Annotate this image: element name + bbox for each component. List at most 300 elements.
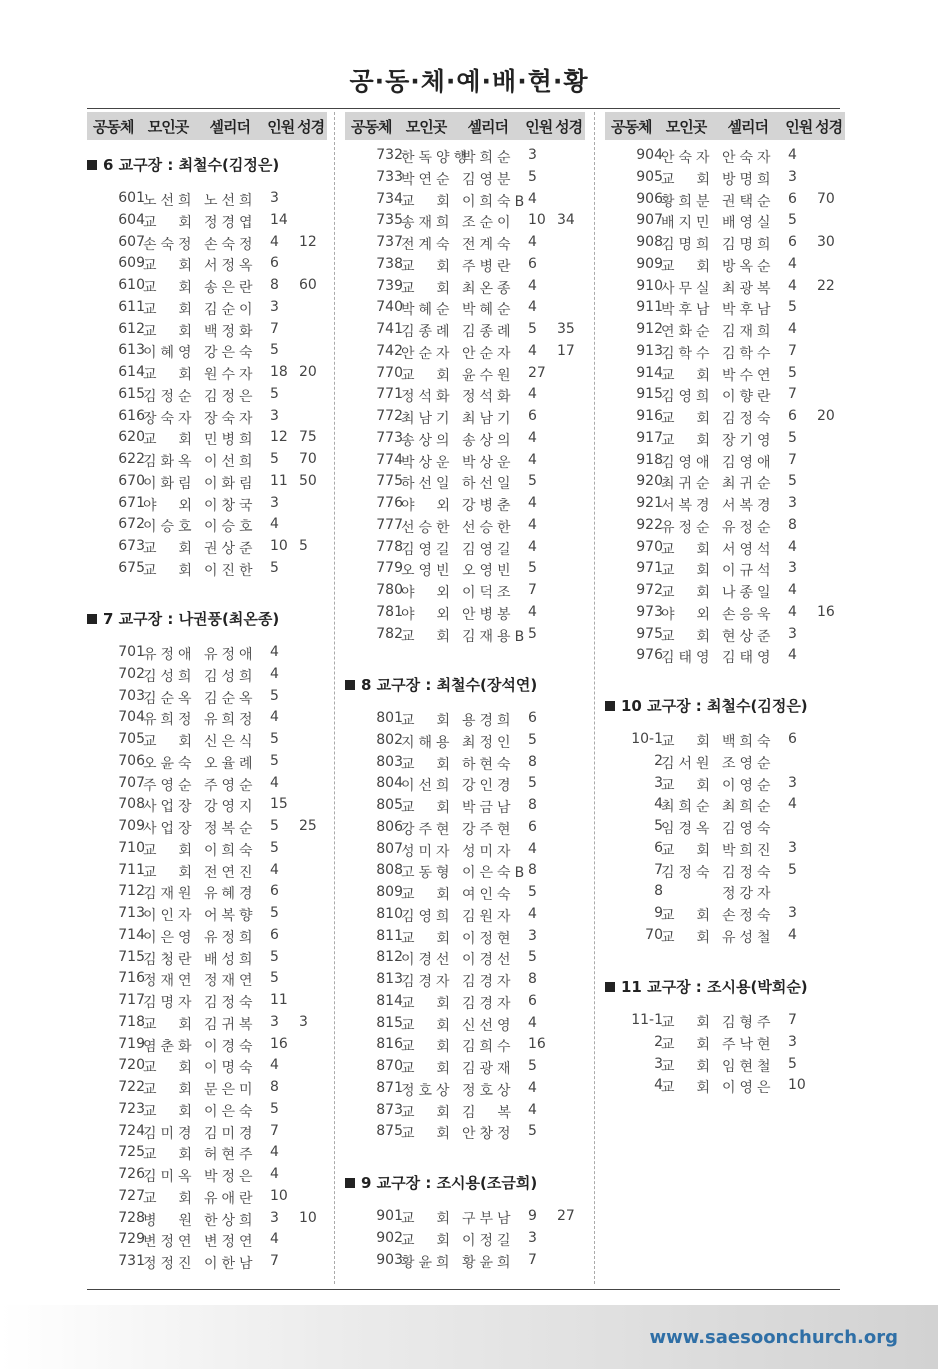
table-row [87,1186,337,1208]
cell-count: 4 [528,905,537,922]
cell-count: 5 [270,687,279,704]
cell-count: 5 [270,559,279,576]
cell-leader: 이영순 [722,777,775,794]
cell-place: 야 외 [401,498,455,514]
cell-leader: 김정숙 [722,411,775,427]
cell-leader: 안순자 [462,345,515,362]
square-bullet-icon [345,680,355,690]
column-header [605,112,845,140]
cell-count: 10 [270,1187,288,1204]
cell-bible: 50 [299,472,317,489]
square-bullet-icon [605,982,615,992]
table-row [87,751,337,773]
cell-id: 729 [118,1231,145,1248]
table-row [605,1054,855,1076]
cell-place: 교 회 [661,628,715,645]
table-row [345,860,595,882]
section-title-text: 6 교구장 : 최철수(김정은) [103,156,280,174]
cell-place: 이승호 [143,519,196,536]
table-row [605,881,855,903]
website-url[interactable]: www.saesoonchurch.org [649,1327,898,1348]
cell-count: 5 [788,364,797,381]
cell-id: 720 [118,1057,145,1074]
table-row [345,708,595,730]
cell-leader: 선승한 [462,519,515,536]
table-row [605,471,855,493]
cell-leader: 유정애 [204,647,257,663]
cell-leader: 김원자 [462,908,515,925]
table-row [345,537,595,559]
cell-place: 교 회 [401,1126,455,1143]
cell-id: 609 [118,255,145,272]
cell-place: 교 회 [401,258,455,275]
cell-count: 16 [528,1036,546,1053]
section-title [87,608,337,630]
cell-leader: 김순옥 [204,690,257,707]
cell-place: 교 회 [401,193,455,210]
cell-id: 780 [376,582,403,598]
cell-id: 801 [376,710,403,726]
cell-count: 4 [270,1231,279,1248]
cell-place: 교 회 [401,713,455,729]
table-row [87,664,337,686]
cell-place: 이혜영 [143,345,196,362]
cell-place: 교 회 [661,777,715,794]
cell-leader: 이진한 [204,562,257,579]
column-1 [87,112,327,1272]
cell-count: 3 [788,560,797,577]
cell-id: 620 [118,429,145,446]
cell-place: 김명자 [143,995,196,1011]
table-row [345,167,595,189]
cell-place: 이선희 [401,778,454,795]
cell-place: 김영애 [661,454,714,471]
cell-id: 731 [118,1253,145,1269]
cell-leader: 송상의 [462,432,515,449]
cell-leader: 박후남 [722,302,775,319]
header-place: 모인곳 [665,117,707,136]
cell-id: 703 [118,687,145,704]
cell-place: 교 회 [401,930,455,947]
table-row [87,881,337,903]
cell-leader: 용경희 [462,713,515,729]
table-row [605,297,855,319]
cell-id: 3 [654,774,663,791]
cell-place: 교 회 [661,367,715,384]
table-row [87,514,337,536]
cell-id: 7 [654,861,663,878]
cell-leader: 김희수 [462,1039,515,1056]
cell-leader: 어복향 [204,908,257,924]
cell-place: 황윤희 [401,1254,454,1271]
cell-id: 807 [376,840,403,857]
cell-count: 6 [788,234,797,250]
cell-id: 815 [376,1014,403,1031]
cell-count: 4 [788,255,797,272]
cell-place: 교 회 [661,1058,715,1075]
cell-id: 672 [118,516,145,533]
cell-id: 911 [636,299,663,316]
cell-place: 교 회 [143,301,197,318]
cell-count: 3 [528,927,537,944]
cell-count: 10 [788,1077,806,1094]
cell-count: 6 [528,992,537,1009]
cell-place: 교 회 [401,1232,455,1249]
cell-leader: 김귀복 [204,1016,257,1033]
cell-leader: 방옥순 [722,258,775,275]
cell-place: 지해용 [401,734,454,751]
cell-leader: 이규석 [722,563,775,580]
cell-place: 김태영 [661,650,714,667]
cell-id: 739 [376,277,403,294]
cell-bible: 25 [299,818,317,834]
cell-id: 771 [376,386,403,403]
cell-place: 이화림 [143,475,196,492]
cell-leader: 김영숙 [722,821,775,837]
cell-id: 804 [376,775,403,792]
cell-bible: 27 [557,1208,575,1224]
cell-place: 최희순 [661,799,714,816]
cell-id: 723 [118,1100,145,1117]
cell-count: 6 [528,255,537,272]
cell-place: 정석화 [401,389,454,406]
cell-bible: 20 [299,364,317,380]
column-divider [334,112,335,1284]
table-row [345,1100,595,1122]
cell-place: 주영순 [143,777,196,794]
cell-count: 4 [528,342,537,359]
table-row [345,471,595,493]
cell-id: 604 [118,211,145,228]
table-row [605,903,855,925]
cell-count: 12 [270,429,288,446]
table-row [87,1012,337,1034]
cell-leader: 하현숙 [462,756,515,773]
cell-place: 황희분 [661,193,714,210]
cell-leader: 손정숙 [722,908,775,924]
cell-leader: 이은숙 [204,1103,257,1120]
cell-count: 6 [788,408,797,424]
cell-id: 976 [636,647,663,664]
cell-count: 5 [528,560,537,577]
cell-id: 805 [376,797,403,813]
cell-place: 교 회 [143,842,197,859]
table-row [87,362,337,384]
cell-leader: 성미자 [462,843,515,860]
cell-leader: 이경선 [462,952,515,969]
cell-id: 970 [636,538,663,555]
table-row [605,428,855,450]
cell-place: 오영빈 [401,563,454,580]
cell-leader: 문은미 [204,1082,257,1098]
cell-place: 송상의 [401,432,454,449]
table-row [345,428,595,450]
cell-count: 4 [788,603,797,620]
cell-leader: 유성철 [722,929,775,946]
cell-place: 교 회 [401,800,455,816]
cell-place: 교 회 [661,411,715,427]
cell-leader: 권택순 [722,193,775,210]
cell-count: 4 [270,709,279,726]
cell-count: 6 [788,190,797,207]
cell-leader: 이정길 [462,1232,515,1249]
cell-id: 728 [118,1209,145,1226]
cell-count: 4 [270,861,279,878]
table-row [87,903,337,925]
cell-place: 김순옥 [143,690,196,707]
cell-leader: 이명숙 [204,1060,257,1077]
cell-leader: 유정순 [722,519,775,536]
table-row [345,580,595,602]
table-row [345,189,595,211]
table-row [605,1032,855,1054]
cell-count: 6 [788,731,797,747]
header-leader: 셀리더 [467,117,508,136]
cell-count: 8 [528,862,537,879]
table-row [87,297,337,319]
cell-place: 서복경 [661,498,714,514]
header-group: 공동체 [93,117,134,136]
cell-id: 871 [376,1079,403,1096]
cell-place: 성미자 [401,843,454,860]
cell-leader: 허현주 [204,1147,257,1164]
table-row [87,406,337,428]
cell-count: 5 [270,1100,279,1117]
cell-leader: 주낙현 [722,1036,775,1053]
table-row [345,730,595,752]
cell-count: 5 [270,731,279,747]
cell-count: 4 [788,926,797,943]
cell-place: 박상운 [401,454,454,471]
table-row [345,1056,595,1078]
cell-bible: 20 [817,408,835,424]
cell-place: 정정진 [143,1256,196,1272]
cell-id: 772 [376,408,403,424]
table-row [605,450,855,472]
cell-count: 3 [788,625,797,642]
table-row [87,968,337,990]
cell-id: 9 [654,905,663,921]
cell-id: 802 [376,731,403,748]
table-row [87,1077,337,1099]
table-row [605,493,855,515]
cell-leader: 이경숙 [204,1038,257,1055]
cell-place: 병 원 [143,1212,197,1229]
table-row [345,341,595,363]
cell-leader: 김영길 [462,541,515,558]
table-row [87,1142,337,1164]
cell-count: 3 [528,147,537,163]
cell-place: 교 회 [143,432,197,449]
table-row [345,450,595,472]
table-row [605,210,855,232]
cell-id: 732 [376,147,403,163]
section [605,145,855,667]
cell-count: 3 [270,407,279,424]
header-bible: 성경 [555,117,583,136]
cell-place: 이인자 [143,908,196,924]
table-row [605,925,855,947]
table-row [87,1229,337,1251]
cell-id: 781 [376,603,403,620]
cell-leader: 장기영 [722,432,775,449]
cell-count: 4 [270,644,279,660]
cell-leader: 구부남 [462,1211,515,1227]
cell-count: 3 [788,905,797,921]
cell-leader: 김광재 [462,1061,515,1077]
cell-leader: 전계숙 [462,237,515,253]
table-row [87,1164,337,1186]
table-row [345,795,595,817]
cell-place: 교 회 [661,171,715,188]
cell-place: 강주현 [401,821,454,838]
cell-count: 10 [528,212,546,229]
table-row [87,558,337,580]
section-title [605,976,855,998]
cell-id: 725 [118,1144,145,1161]
cell-place: 교 회 [661,842,715,859]
cell-bible: 16 [817,603,835,620]
cell-id: 5 [654,818,663,834]
cell-place: 교 회 [661,258,715,275]
cell-place: 염춘화 [143,1038,196,1055]
cell-count: 4 [270,774,279,791]
cell-place: 교 회 [401,628,455,645]
cell-place: 정재연 [143,973,196,990]
cell-count: 7 [270,320,279,337]
cell-id: 921 [636,495,663,511]
cell-count: 5 [528,168,537,185]
cell-count: 6 [528,710,537,726]
cell-leader: 이화림 [204,475,257,492]
cell-place: 김성희 [143,668,196,685]
cell-count: 3 [270,494,279,511]
cell-leader: 윤수원 [462,367,515,384]
cell-leader: 최희순 [722,799,775,816]
cell-id: 612 [118,320,145,337]
cell-place: 교 회 [401,367,455,384]
cell-leader: 이덕조 [462,585,515,601]
cell-count: 11 [270,472,288,489]
cell-id: 915 [636,386,663,403]
cell-id: 4 [654,796,663,813]
cell-leader: 이승호 [204,519,257,536]
header-leader: 셀리더 [209,117,250,136]
cell-count: 27 [528,364,546,381]
table-row [345,839,595,861]
table-row [345,276,595,298]
cell-place: 교 회 [401,280,455,297]
cell-place: 교 회 [143,367,197,383]
cell-place: 교 회 [661,563,715,580]
cell-leader: 최남기 [462,411,515,427]
table-row [345,904,595,926]
cell-bible: 30 [817,234,835,250]
cell-id: 902 [376,1229,403,1246]
cell-id: 776 [376,495,403,511]
cell-count: 5 [270,385,279,402]
cell-count: 5 [788,473,797,490]
column-2 [345,112,585,1271]
table-row [605,645,855,667]
cell-id: 778 [376,538,403,555]
cell-count: 5 [270,839,279,856]
cell-count: 5 [528,775,537,792]
cell-leader: 박상운 [462,454,515,471]
cell-id: 713 [118,905,145,921]
cell-place: 교 회 [143,562,197,579]
cell-count: 9 [528,1208,537,1224]
cell-id: 912 [636,321,663,337]
cell-id: 779 [376,560,403,577]
cell-leader: 김정은 [204,388,257,405]
cell-id: 715 [118,948,145,965]
cell-count: 5 [528,1058,537,1074]
table-row [605,1010,855,1032]
cell-place: 김경자 [401,974,454,990]
table-row [345,1034,595,1056]
cell-place: 교 회 [401,1039,455,1056]
cell-id: 615 [118,385,145,402]
cell-place: 노선희 [143,193,196,209]
cell-leader: 김학수 [722,345,775,362]
cell-leader: 김재용B [462,628,529,645]
cell-count: 5 [528,731,537,748]
table-row [345,254,595,276]
cell-place: 교 회 [661,432,715,449]
table-row [345,1250,595,1272]
cell-place: 김영희 [401,908,454,925]
cell-id: 873 [376,1101,403,1118]
cell-leader: 정경엽 [204,214,257,231]
cell-place: 교 회 [143,1147,197,1164]
cell-place: 교 회 [401,995,455,1012]
cell-leader: 박수연 [722,367,775,384]
table-row [605,602,855,624]
cell-count: 18 [270,364,288,380]
cell-count: 14 [270,211,288,228]
cell-leader: 유혜경 [204,886,257,903]
cell-id: 707 [118,774,145,791]
cell-leader: 김경자 [462,974,515,990]
cell-count: 4 [528,451,537,468]
cell-id: 803 [376,753,403,770]
cell-count: 3 [270,298,279,315]
cell-place: 최남기 [401,411,454,427]
table-row [87,188,337,210]
cell-leader: 유희정 [204,712,257,729]
cell-place: 안순자 [401,345,454,362]
cell-place: 교 회 [661,541,715,558]
cell-place: 교 회 [661,1080,715,1097]
cell-leader: 주영순 [204,777,257,794]
cell-id: 913 [636,342,663,359]
cell-leader: 최정인 [462,734,515,751]
cell-count: 4 [528,277,537,294]
cell-leader: 최광복 [722,280,775,297]
cell-leader: 김정숙 [722,864,775,881]
cell-count: 4 [528,1079,537,1096]
cell-place: 교 회 [143,1103,197,1120]
cell-leader: 서복경 [722,498,775,514]
cell-id: 701 [118,644,145,660]
cell-leader: 김순이 [204,301,257,318]
cell-bible: 75 [299,429,317,446]
cell-place: 장숙자 [143,410,196,427]
cell-count: 6 [270,883,279,900]
table-row [605,515,855,537]
cell-place: 변정연 [143,1234,196,1251]
